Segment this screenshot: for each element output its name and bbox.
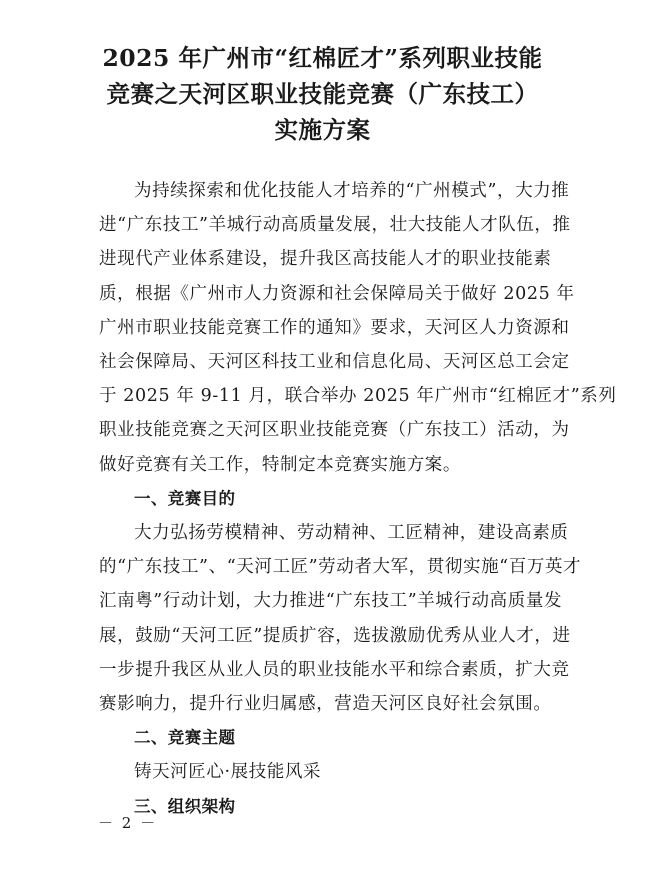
section-heading-purpose: 一、竞赛目的 (134, 488, 236, 508)
intro-paragraph (99, 174, 617, 482)
intro-line: 于 2025 年 9-11 月，联合举办 2025 年广州市“红棉匠才”系列 (99, 386, 617, 407)
theme-text: 铸天河匠心·展技能风采 (134, 762, 322, 783)
intro-line: 广州市职业技能竞赛工作的通知》要求，天河区人力资源和 (99, 317, 570, 338)
title-line-3: 实施方案 (274, 116, 371, 144)
intro-line: 进现代产业体系建设，提升我区高技能人才的职业技能素 (99, 249, 552, 270)
document-title (70, 40, 575, 148)
purpose-line: 一步提升我区从业人员的职业技能水平和综合素质，扩大竞 (99, 659, 570, 680)
intro-line: 进“广东技工”羊城行动高质量发展，壮大技能人才队伍，推 (99, 215, 571, 236)
purpose-paragraph (99, 516, 582, 721)
title-line-2: 竞赛之天河区职业技能竞赛（广东技工） (106, 80, 539, 108)
section-heading-theme: 二、竞赛主题 (134, 728, 236, 748)
document-body (99, 174, 617, 824)
purpose-line: 展，鼓励“天河工匠”提质扩容，选拔激励优秀从业人才，进 (99, 625, 571, 646)
intro-line: 职业技能竞赛之天河区职业技能竞赛（广东技工）活动，为 (99, 420, 570, 441)
purpose-line: 汇南粤”行动计划，大力推进“广东技工”羊城行动高质量发 (99, 591, 563, 612)
intro-line: 质，根据《广州市人力资源和社会保障局关于做好 2025 年 (99, 283, 575, 304)
purpose-line: 赛影响力，提升行业归属感，营造天河区良好社会氛围。 (99, 694, 552, 715)
purpose-line: 的“广东技工”、“天河工匠”劳动者大军，贯彻实施“百万英才 (99, 557, 582, 578)
purpose-line: 大力弘扬劳模精神、劳动精神、工匠精神，建设高素质 (134, 523, 569, 544)
page-number: － 2 － (98, 814, 158, 832)
intro-line: 社会保障局、天河区科技工业和信息化局、天河区总工会定 (99, 352, 570, 373)
section-heading-organization: 三、组织架构 (134, 796, 236, 816)
title-line-1: 2025 年广州市“红棉匠才”系列职业技能 (102, 44, 543, 72)
intro-line: 为持续探索和优化技能人才培养的“广州模式”，大力推 (134, 181, 570, 201)
intro-line: 做好竞赛有关工作，特制定本竞赛实施方案。 (99, 454, 461, 475)
